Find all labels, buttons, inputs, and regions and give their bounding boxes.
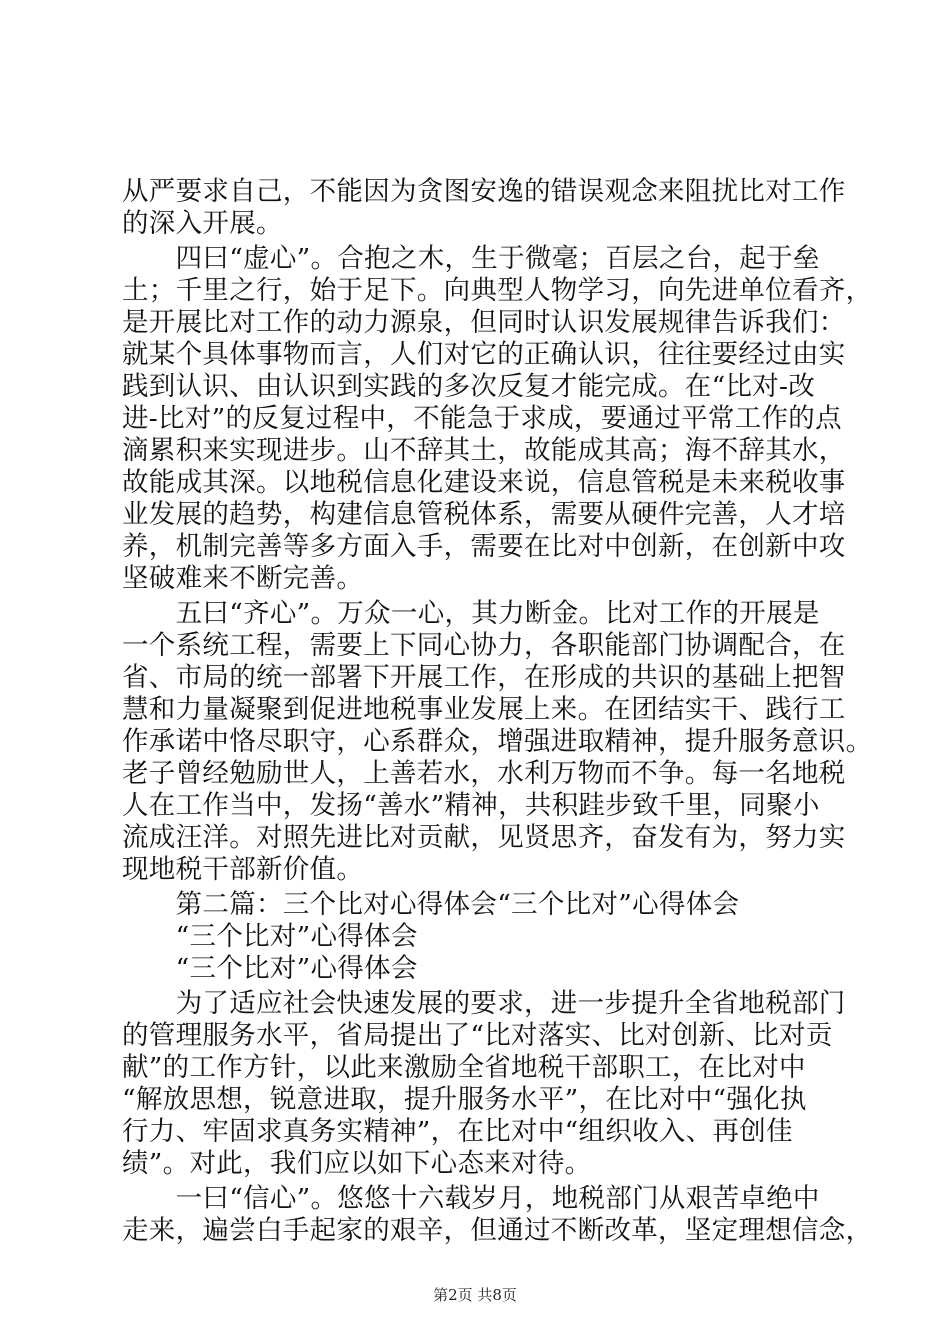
text-line: 土；千里之行，始于足下。向典型人物学习，向先进单位看齐，: [122, 275, 873, 306]
text-line: 为了适应社会快速发展的要求，进一步提升全省地税部门: [122, 988, 846, 1019]
text-line: 绩”。对此，我们应以如下心态来对待。: [122, 1148, 592, 1179]
text-line: 业发展的趋势，构建信息管税体系，需要从硬件完善，人才培: [122, 499, 846, 530]
text-line: 四曰“虚心”。合抱之木，生于微毫；百层之台，起于垒: [122, 243, 820, 274]
text-line: 流成汪洋。对照先进比对贡献，见贤思齐，奋发有为，努力实: [122, 822, 846, 853]
section-subheading: “三个比对”心得体会: [122, 921, 418, 952]
text-line: 走来，遍尝白手起家的艰辛，但通过不断改革，坚定理想信念，: [122, 1215, 873, 1246]
text-line: 故能成其深。以地税信息化建设来说，信息管税是未来税收事: [122, 467, 846, 498]
text-line: 是开展比对工作的动力源泉，但同时认识发展规律告诉我们：: [122, 307, 846, 338]
text-line: 现地税干部新价值。: [122, 854, 364, 885]
text-line: 五曰“齐心”。万众一心，其力断金。比对工作的开展是: [122, 598, 820, 629]
page-number-footer: 第2页 共8页: [433, 1286, 517, 1304]
text-line: 就某个具体事物而言，人们对它的正确认识，往往要经过由实: [122, 339, 846, 370]
text-line: “解放思想，锐意进取，提升服务水平”，在比对中“强化执: [122, 1084, 807, 1115]
section-heading: 第二篇：三个比对心得体会“三个比对”心得体会: [122, 889, 740, 920]
text-line: 一个系统工程，需要上下同心协力，各职能部门协调配合，在: [122, 630, 846, 661]
text-line: 老子曾经勉励世人，上善若水，水利万物而不争。每一名地税: [122, 758, 846, 789]
text-line: 省、市局的统一部署下开展工作，在形成的共识的基础上把智: [122, 662, 846, 693]
text-line: 的深入开展。: [122, 208, 283, 239]
text-line: 慧和力量凝聚到促进地税事业发展上来。在团结实干、践行工: [122, 694, 846, 725]
text-line: 行力、牢固求真务实精神”，在比对中“组织收入、再创佳: [122, 1116, 793, 1147]
text-line: 作承诺中恪尽职守，心系群众，增强进取精神，提升服务意识。: [122, 726, 873, 757]
text-line: 一曰“信心”。悠悠十六载岁月，地税部门从艰苦卓绝中: [122, 1183, 820, 1214]
text-line: 践到认识、由认识到实践的多次反复才能完成。在“比对-改: [122, 371, 816, 402]
text-line: 献”的工作方针，以此来激励全省地税干部职工，在比对中: [122, 1052, 806, 1083]
text-line: 人在工作当中，发扬“善水”精神，共积跬步致千里，同聚小: [122, 790, 820, 821]
text-line: 滴累积来实现进步。山不辞其土，故能成其高；海不辞其水，: [122, 435, 846, 466]
text-line: 的管理服务水平，省局提出了“比对落实、比对创新、比对贡: [122, 1020, 833, 1051]
text-line: 进-比对”的反复过程中，不能急于求成，要通过平常工作的点: [122, 403, 842, 434]
text-line: 从严要求自己，不能因为贪图安逸的错误观念来阻扰比对工作: [122, 176, 846, 207]
section-subheading: “三个比对”心得体会: [122, 953, 418, 984]
text-line: 坚破难来不断完善。: [122, 563, 364, 594]
text-line: 养，机制完善等多方面入手，需要在比对中创新，在创新中攻: [122, 531, 846, 562]
